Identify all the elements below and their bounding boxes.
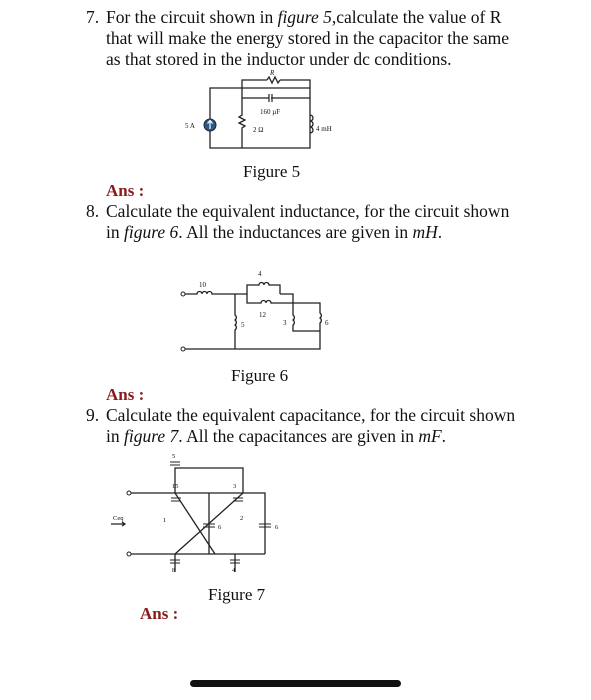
label-c2: 2: [240, 515, 244, 522]
answer-label: Ans :: [140, 604, 179, 623]
label-l12: 12: [259, 311, 266, 319]
label-ceq: Ceq: [113, 515, 124, 522]
label-c6a: 6: [218, 524, 222, 531]
figure-7-circuit: [105, 448, 295, 578]
label-c1: 1: [163, 517, 167, 524]
figure-caption: Figure 6: [231, 366, 289, 385]
figure-6-circuit: [175, 265, 350, 360]
question-text-line2: that will make the energy stored in the capacitor the same: [106, 28, 510, 48]
figure-caption: Figure 5: [243, 162, 301, 181]
question-text-line3: as that stored in the inductor under dc conditions.: [106, 49, 452, 69]
figure-5-circuit: [170, 68, 370, 158]
label-c3: 3: [233, 483, 237, 490]
label-cap: 160 µF: [260, 108, 281, 116]
label-l6: 6: [325, 319, 329, 327]
label-source: 5 A: [185, 122, 195, 130]
figure-caption: Figure 7: [208, 585, 266, 604]
label-c4: 4: [232, 567, 236, 574]
home-indicator[interactable]: [190, 680, 401, 687]
question-text-line2: in figure 6. All the inductances are given in mH.: [106, 222, 443, 242]
question-text-line1: Calculate the equivalent inductance, for the circuit shown: [106, 201, 510, 221]
answer-label: Ans :: [106, 181, 145, 200]
label-c8: 8: [172, 567, 176, 574]
question-number: 9.: [86, 405, 100, 425]
question-text-line2: in figure 7. All the capacitances are given in mF.: [106, 426, 447, 446]
label-c15: 15: [172, 483, 179, 490]
question-number: 8.: [86, 201, 100, 221]
question-text-line1: For the circuit shown in figure 5,calculate the value of R: [106, 7, 502, 27]
label-l5: 5: [241, 321, 245, 329]
label-l10: 10: [199, 281, 206, 289]
label-l3: 3: [283, 319, 287, 327]
question-text-line1: Calculate the equivalent capacitance, for the circuit shown: [106, 405, 516, 425]
label-res: 2 Ω: [253, 126, 264, 134]
answer-label: Ans :: [106, 385, 145, 404]
label-c6b: 6: [275, 524, 279, 531]
label-r: R: [270, 69, 275, 77]
label-l4: 4: [258, 270, 262, 278]
label-c5: 5: [172, 453, 176, 460]
label-ind: 4 mH: [316, 125, 332, 133]
question-number: 7.: [86, 7, 100, 27]
